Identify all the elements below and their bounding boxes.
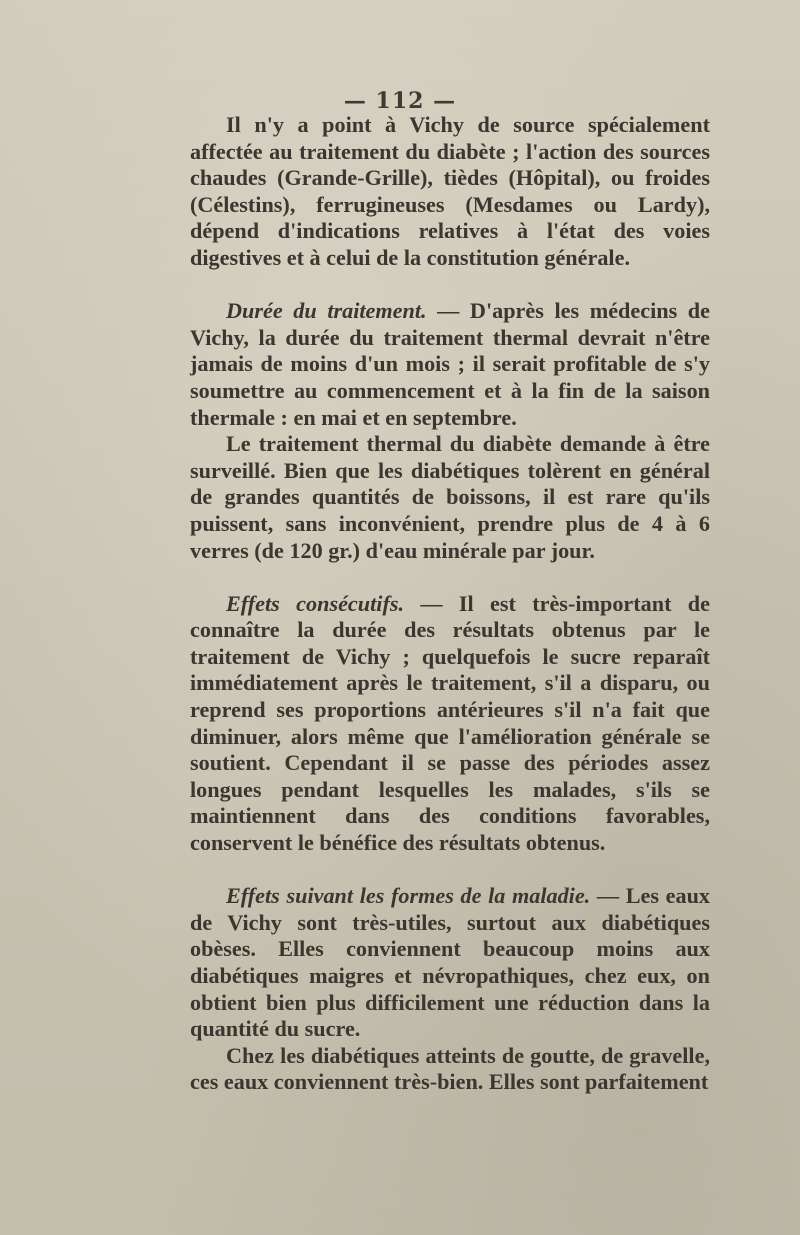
- paragraph-effets-consecutifs: [190, 591, 710, 857]
- paragraph-duree: [190, 298, 710, 431]
- section-heading-effets-formes: Effets suivant les formes de la maladie.: [226, 883, 591, 909]
- paragraph-text: — D'après les médecins de Vichy, la durée du traitement thermal devrait n'être jamais de moins d'un mois ; il serait profitable de s'y soumettre au commencement et à la fin de la saison thermale : en mai et en septembre.: [190, 298, 710, 430]
- paragraph-goutte: [190, 1043, 710, 1096]
- paragraph-text: Chez les diabétiques atteints de goutte, de gravelle, ces eaux conviennent très-bien. Elles sont parfaitement: [190, 1042, 710, 1095]
- paragraph-surveillance: [190, 431, 710, 564]
- body-text: [190, 112, 710, 1096]
- paragraph-text: Le traitement thermal du diabète demande à être surveillé. Bien que les diabétiques tolèrent en général de grandes quantités de boissons, il est rare qu'ils puissent, sans inconvénient, prendre plus de 4 à 6 verres (de 120 gr.) d'eau minérale par jour.: [190, 431, 710, 563]
- paragraph-sources: [190, 112, 710, 272]
- paragraph-text: — Il est très-important de connaître la durée des résultats obtenus par le traitement de Vichy ; quelquefois le sucre reparaît immédiatement après le traitement, s'il a disparu, ou reprend ses proportions antérieures s'il n'a fait que diminuer, alors même que l'amélioration générale se soutient. Cependant il se passe des périodes assez longues pendant lesquelles les malades, s'ils se maintiennent dans des conditions favorables, conservent le bénéfice des résultats obtenus.: [190, 590, 710, 856]
- paragraph-effets-formes: [190, 883, 710, 1043]
- paragraph-text: Il n'y a point à Vichy de source spécialement affectée au traitement du diabète ; l'action des sources chaudes (Grande-Grille), tièdes (Hôpital), ou froides (Célestins), ferrugineuses (Mesdames ou Lardy), dépend d'indications relatives à l'état des voies digestives et à celui de la constitution générale.: [190, 112, 710, 270]
- section-heading-duree: Durée du traitement.: [226, 298, 427, 324]
- paragraph-text: — Les eaux de Vichy sont très-utiles, surtout aux diabétiques obèses. Elles conviennent beaucoup moins aux diabétiques maigres et névropathiques, chez eux, on obtient bien plus difficilement une réduction dans la quantité du sucre.: [190, 883, 711, 1042]
- page-number: — 112 —: [343, 88, 457, 114]
- section-heading-effets-consecutifs: Effets consécutifs.: [226, 590, 405, 616]
